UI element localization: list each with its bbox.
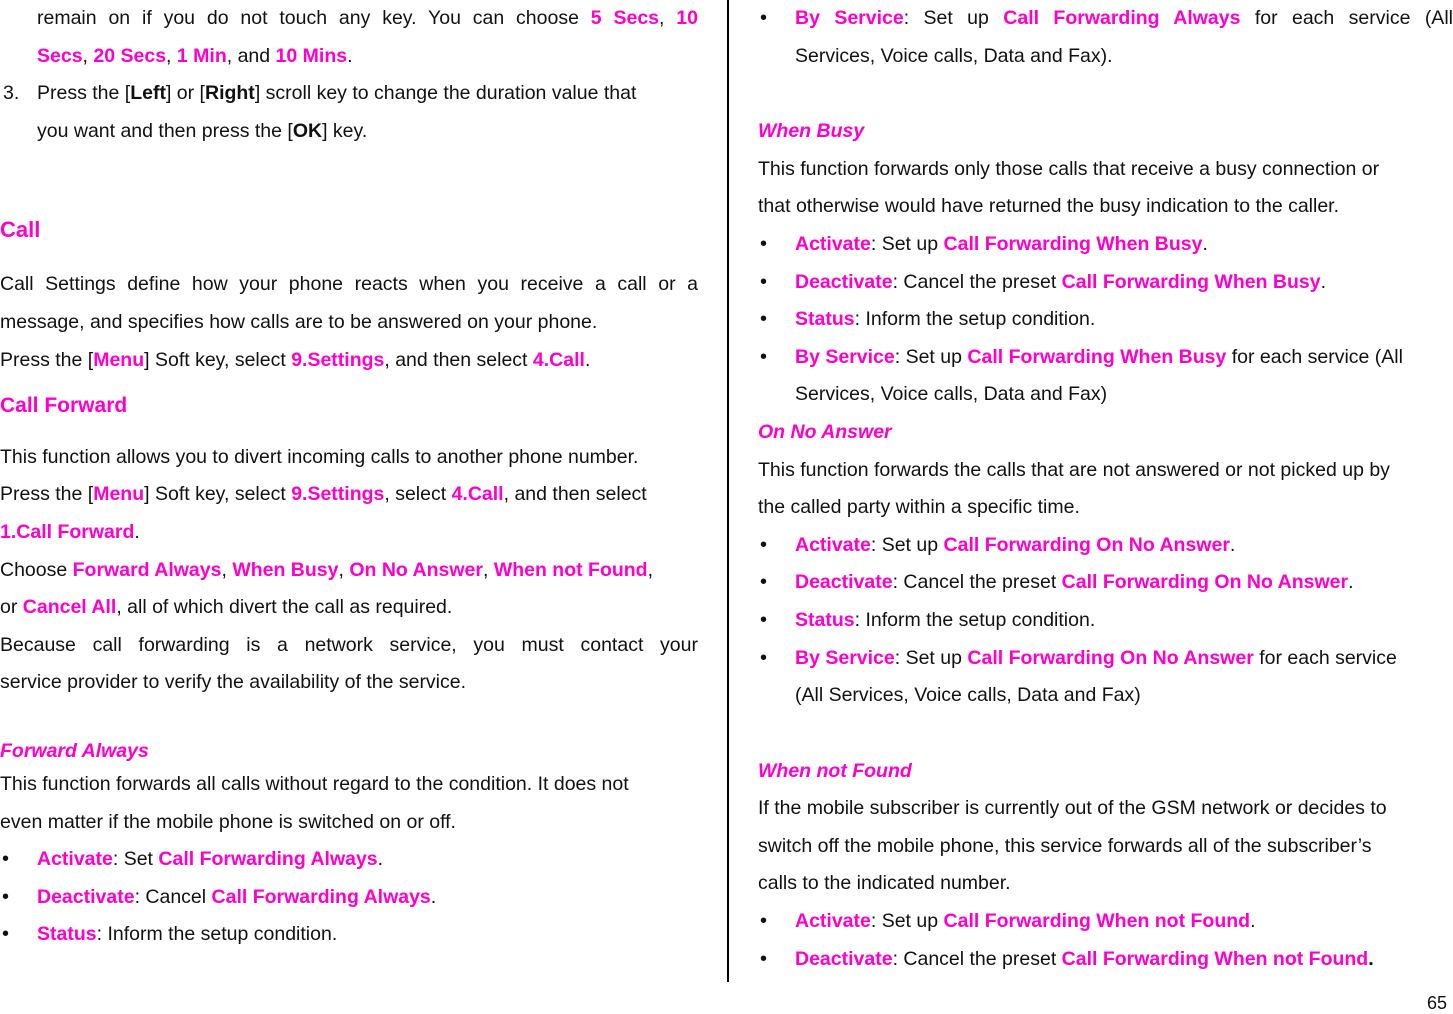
- call-para-line-1: Call Settings define how your phone reacts when you receive a call or a: [0, 273, 698, 296]
- left-column: [0, 0, 698, 954]
- forward-always-heading: Forward Always: [0, 739, 149, 762]
- right-column: [758, 0, 1453, 978]
- wb-para-2: that otherwise would have returned the busy indication to the caller.: [758, 195, 1340, 218]
- no-answer-heading: On No Answer: [758, 420, 892, 443]
- na-activate: • Activate: Set up Call Forwarding On No Answer.: [758, 527, 1453, 565]
- duration-line-1: remain on if you do not touch any key. You can choose 5 Secs, 10: [37, 7, 698, 29]
- fa-activate: • Activate: Set Call Forwarding Always.: [0, 841, 698, 879]
- wb-status: • Status: Inform the setup condition.: [758, 301, 1453, 339]
- column-divider: [727, 0, 729, 982]
- na-by-service: • By Service: Set up Call Forwarding On No Answer for each service: [758, 640, 1453, 678]
- cf-because-1: Because call forwarding is a network service, you must contact your: [0, 633, 698, 656]
- wb-activate: • Activate: Set up Call Forwarding When Busy.: [758, 226, 1453, 264]
- when-busy-heading: When Busy: [758, 120, 865, 143]
- call-heading: Call: [0, 217, 41, 243]
- cf-choose: Choose Forward Always, When Busy, On No Answer, When not Found,: [0, 558, 654, 581]
- fa-para-2: even matter if the mobile phone is switched on or off.: [0, 810, 456, 833]
- wb-by-service: • By Service: Set up Call Forwarding When Busy for each service (All: [758, 339, 1453, 377]
- duration-line-2: Secs, 20 Secs, 1 Min, and 10 Mins.: [37, 44, 353, 67]
- call-forward-heading: Call Forward: [0, 394, 128, 418]
- not-found-heading: When not Found: [758, 759, 912, 782]
- page-number: 65: [1426, 993, 1447, 1013]
- call-path: Press the [Menu] Soft key, select 9.Settings, and then select 4.Call.: [0, 348, 591, 371]
- nf-activate: • Activate: Set up Call Forwarding When not Found.: [758, 903, 1453, 941]
- nf-para-1: If the mobile subscriber is currently out of the GSM network or decides to: [758, 797, 1387, 820]
- na-by-service-cont: (All Services, Voice calls, Data and Fax): [795, 684, 1141, 707]
- fa-para-1: This function forwards all calls without regard to the condition. It does not: [0, 772, 629, 795]
- cf-para: This function allows you to divert incoming calls to another phone number.: [0, 445, 639, 468]
- fa-status: • Status: Inform the setup condition.: [0, 916, 698, 954]
- na-para-1: This function forwards the calls that are not answered or not picked up by: [758, 458, 1390, 481]
- wb-by-service-cont: Services, Voice calls, Data and Fax): [795, 383, 1108, 406]
- na-para-2: the called party within a specific time.: [758, 496, 1080, 519]
- step-3-cont: you want and then press the [OK] key.: [37, 119, 368, 142]
- nf-para-3: calls to the indicated number.: [758, 872, 1011, 895]
- wb-deactivate: • Deactivate: Cancel the preset Call Forwarding When Busy.: [758, 264, 1453, 302]
- wb-para-1: This function forwards only those calls that receive a busy connection or: [758, 157, 1380, 180]
- cf-path-cont: 1.Call Forward.: [0, 520, 140, 543]
- na-deactivate: • Deactivate: Cancel the preset Call Forwarding On No Answer.: [758, 564, 1453, 602]
- fa-by-service: • By Service: Set up Call Forwarding Always for each service (All: [758, 0, 1453, 38]
- na-status: • Status: Inform the setup condition.: [758, 602, 1453, 640]
- fa-by-service-cont: Services, Voice calls, Data and Fax).: [795, 44, 1113, 67]
- nf-para-2: switch off the mobile phone, this service forwards all of the subscriber’s: [758, 834, 1372, 857]
- call-para-line-2: message, and specifies how calls are to be answered on your phone.: [0, 310, 598, 333]
- fa-deactivate: • Deactivate: Cancel Call Forwarding Always.: [0, 879, 698, 917]
- cf-path: Press the [Menu] Soft key, select 9.Settings, select 4.Call, and then select: [0, 483, 647, 506]
- cf-because-2: service provider to verify the availability of the service.: [0, 671, 467, 694]
- nf-deactivate: • Deactivate: Cancel the preset Call Forwarding When not Found.: [758, 941, 1453, 979]
- step-3: 3. Press the [Left] or [Right] scroll key to change the duration value that: [3, 82, 637, 105]
- cf-choose-cont: or Cancel All, all of which divert the call as required.: [0, 596, 453, 619]
